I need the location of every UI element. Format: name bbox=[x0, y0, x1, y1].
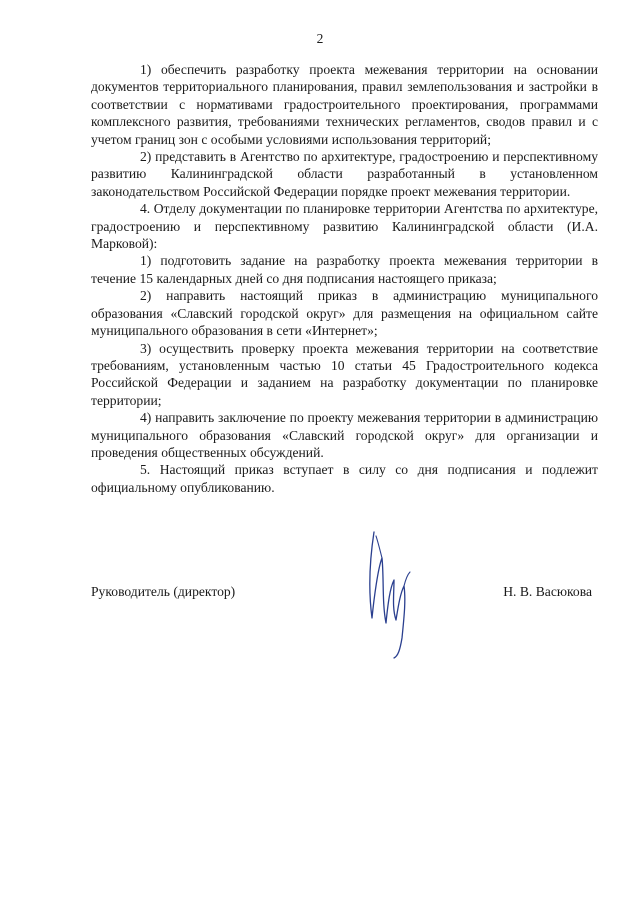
signer-role: Руководитель (директор) bbox=[91, 584, 236, 599]
paragraph: 2) направить настоящий приказ в администрацию муниципального образования «Славский городской округ» для размещения на официальном сайте муниципального образования в сети «Интернет»; bbox=[91, 288, 598, 339]
paragraph: 5. Настоящий приказ вступает в силу со дня подписания и подлежит официальному опубликованию. bbox=[91, 462, 598, 495]
paragraph: 2) представить в Агентство по архитектуре, градостроению и перспективному развитию Калининградской области разработанный в установленном законодательством Российской Федерации порядке проект межевания территории. bbox=[91, 149, 598, 199]
document-body bbox=[91, 61, 598, 496]
paragraph: 3) осуществить проверку проекта межевания территории на соответствие требованиям, установленным частью 10 статьи 45 Градостроительного кодекса Российской Федерации и заданием на разработку документации по планировке территории; bbox=[91, 340, 598, 408]
paragraph: 4. Отделу документации по планировке территории Агентства по архитектуре, градостроению и перспективному развитию Калининградской области (И.А. Марковой): bbox=[91, 201, 598, 252]
page-number: 2 bbox=[316, 31, 324, 46]
paragraph: 1) подготовить задание на разработку проекта межевания территории в течение 15 календарных дней со дня подписания настоящего приказа; bbox=[91, 253, 598, 286]
handwritten-signature bbox=[360, 528, 440, 663]
paragraph: 1) обеспечить разработку проекта межевания территории на основании документов территориального планирования, правил землепользования и застройки в соответствии с нормативами градостроительного проектирования, программами комплексного развития, требованиями технических регламентов, сводов правил и с учетом границ зон с особыми условиями использования территорий; bbox=[91, 62, 598, 147]
signer-name: Н. В. Васюкова bbox=[503, 584, 592, 599]
paragraph: 4) направить заключение по проекту межевания территории в администрацию муниципального образования «Славский городской округ» для организации и проведения общественных обсуждений. bbox=[91, 410, 598, 460]
